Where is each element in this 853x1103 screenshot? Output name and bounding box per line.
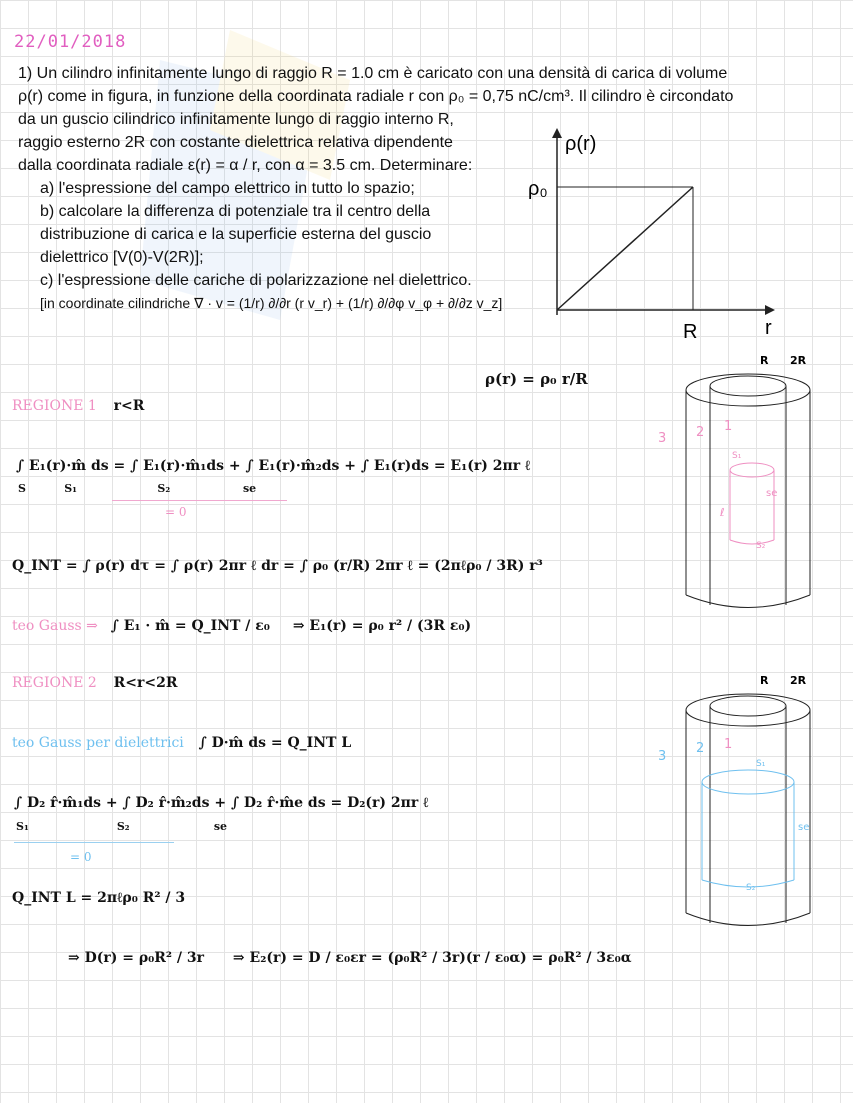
graph-x-arrow [765, 305, 775, 315]
problem-item-b2: distribuzione di carica e la superficie esterna del guscio [40, 226, 432, 243]
region1-zero: = 0 [165, 505, 187, 519]
fig2-label-3: 3 [658, 749, 667, 764]
region1-divider [112, 500, 287, 501]
region1-flux-eq: ∫ E₁(r)·m̂ ds = ∫ E₁(r)·m̂₁ds + ∫ E₁(r)·m̂₂ds + ∫ E₁(r)ds = E₁(r) 2πr ℓ [16, 458, 531, 474]
graph-xlabel: r [765, 317, 772, 339]
region2-gauss-row [12, 735, 351, 751]
fig1-label-l: ℓ [720, 506, 725, 519]
fig1-label-se: se [766, 488, 778, 499]
region1-gauss-eq: ∫ E₁ · m̂ = Q_INT / ε₀ [110, 618, 270, 634]
problem-item-a: a) l'espressione del campo elettrico in tutto lo spazio; [40, 180, 415, 197]
fig2-label-1: 1 [724, 737, 733, 752]
problem-line-1: 1) Un cilindro infinitamente lungo di raggio R = 1.0 cm è caricato con una densità di carica di volume [18, 65, 728, 82]
region2-zero: = 0 [70, 850, 92, 864]
region2-heading-row [12, 675, 178, 691]
fig1-2R-label: 2R [790, 354, 807, 367]
problem-item-c: c) l'espressione delle cariche di polarizzazione nel dielettrico. [40, 272, 472, 289]
region2-condition: R<r<2R [113, 675, 178, 691]
fig1-label-s1: S₁ [732, 451, 742, 461]
fig2-label-s1: S₁ [756, 759, 766, 769]
fig2-label-2: 2 [696, 741, 705, 756]
region1-condition: r<R [113, 398, 145, 414]
problem-line-4: raggio esterno 2R con costante dielettrica relativa dipendente [18, 134, 453, 151]
region1-gauss-label: teo Gauss ⇒ [12, 618, 98, 634]
fig1-R-label: R [760, 354, 769, 367]
fig1-label-3: 3 [658, 431, 667, 446]
region2-gauss-label: teo Gauss per dielettrici [12, 735, 184, 751]
region2-flux-eq: ∫ D₂ r̂·m̂₁ds + ∫ D₂ r̂·m̂₂ds + ∫ D₂ r̂·m̂e ds = D₂(r) 2πr ℓ [14, 795, 429, 811]
region2-d-result: ⇒ D(r) = ρ₀R² / 3r [68, 950, 205, 966]
region1-gauss-row [12, 618, 471, 634]
fig1-label-2: 2 [696, 425, 705, 440]
problem-line-2: ρ(r) come in figura, in funzione della coordinata radiale r con ρ₀ = 0,75 nC/cm³. Il cilindro è circondato [18, 88, 734, 105]
fig1-inner-top [710, 376, 786, 396]
cylinder-figure-2 [650, 668, 850, 933]
problem-formula: [in coordinate cilindriche ∇ · v = (1/r) ∂/∂r (r v_r) + (1/r) ∂/∂φ v_φ + ∂/∂z v_z] [40, 295, 503, 311]
fig2-outer-top [686, 694, 810, 726]
region1-heading: REGIONE 1 [12, 398, 97, 414]
problem-line-3: da un guscio cilindrico infinitamente lungo di raggio interno R, [18, 111, 454, 128]
fig1-outer-bottom [686, 595, 810, 608]
fig1-gauss-top [730, 463, 774, 477]
region2-divider [14, 842, 174, 843]
region1-charge-eq: Q_INT = ∫ ρ(r) dτ = ∫ ρ(r) 2πr ℓ dr = ∫ ρ₀ (r/R) 2πr ℓ = (2πℓρ₀ / 3R) r³ [12, 558, 543, 574]
fig2-gauss-top [702, 770, 794, 794]
fig1-outer-top [686, 374, 810, 406]
region2-charge-eq: Q_INT L = 2πℓρ₀ R² / 3 [12, 890, 186, 906]
region1-heading-row [12, 398, 144, 414]
problem-item-b3: dielettrico [V(0)-V(2R)]; [40, 249, 204, 266]
fig2-label-s2: S₂ [746, 883, 756, 893]
region2-results [68, 950, 631, 966]
region2-flux-sub: S₁ S₂ se [16, 820, 228, 833]
fig1-gauss-bottom [730, 540, 774, 544]
graph-xtick: R [683, 321, 698, 343]
cylinder-figure-1 [650, 350, 850, 610]
graph-rho0: ρ₀ [528, 178, 548, 200]
fig2-outer-bottom [686, 913, 810, 926]
graph-ylabel: ρ(r) [565, 133, 597, 155]
date: 22/01/2018 [14, 32, 127, 52]
fig2-label-se: se [798, 822, 810, 833]
fig2-2R-label: 2R [790, 674, 807, 687]
fig2-R-label: R [760, 674, 769, 687]
problem-item-b1: b) calcolare la differenza di potenziale tra il centro della [40, 203, 431, 220]
region2-e-result: ⇒ E₂(r) = D / ε₀εr = (ρ₀R² / 3r)(r / ε₀α) = ρ₀R² / 3ε₀α [232, 950, 632, 966]
fig1-label-1: 1 [724, 419, 733, 434]
density-formula: ρ(r) = ρ₀ r/R [485, 370, 588, 388]
problem-line-5: dalla coordinata radiale ε(r) = α / r, con α = 3.5 cm. Determinare: [18, 157, 473, 174]
region2-heading: REGIONE 2 [12, 675, 97, 691]
graph-density-line [557, 187, 693, 310]
fig2-inner-top [710, 696, 786, 716]
density-graph [525, 120, 795, 350]
graph-y-arrow [552, 128, 562, 138]
region1-result: ⇒ E₁(r) = ρ₀ r² / (3R ε₀) [292, 618, 472, 634]
region2-gauss-eq: ∫ D·m̂ ds = Q_INT L [198, 735, 352, 751]
region1-flux-sub: S S₁ S₂ se [18, 482, 257, 495]
fig1-label-s2: S₂ [756, 541, 766, 551]
